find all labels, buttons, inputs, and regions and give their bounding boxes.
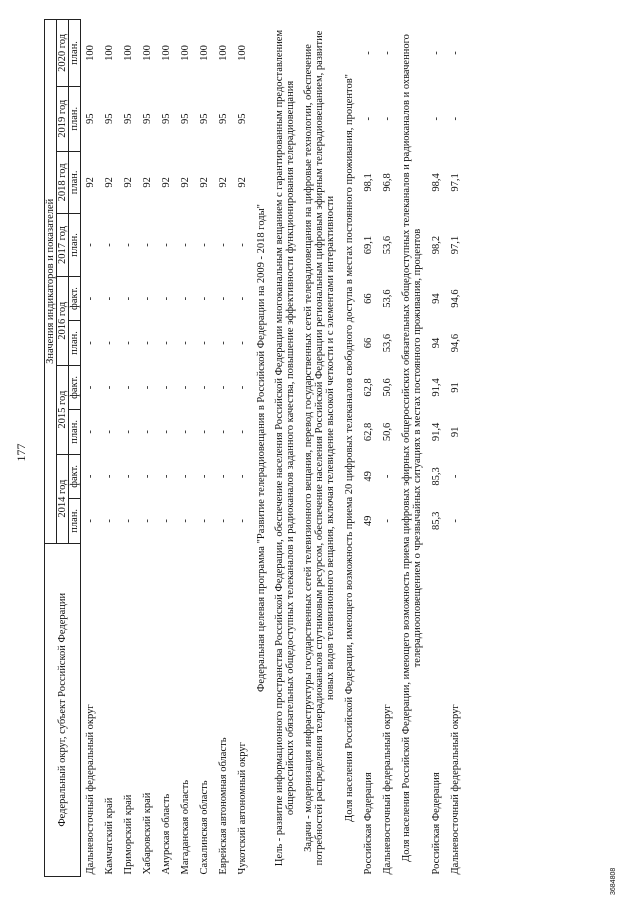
table-row — [214, 20, 233, 877]
value-cell: - — [431, 51, 442, 55]
value-cell: - — [218, 243, 229, 247]
value-cell: - — [237, 430, 248, 434]
value-cell: 100 — [237, 45, 248, 61]
value-cell: - — [142, 243, 153, 247]
value-cell: - — [123, 341, 134, 345]
value-cell: - — [123, 296, 134, 301]
value-cell: 100 — [142, 45, 153, 61]
fact-header: факт. — [69, 276, 81, 320]
value-cell: - — [180, 341, 191, 345]
value-cell: - — [142, 296, 153, 301]
table-row — [138, 20, 157, 877]
value-cell: 97,1 — [450, 173, 461, 192]
value-cell: - — [85, 385, 96, 390]
value-cell: 95 — [237, 113, 248, 124]
table-row — [157, 20, 176, 877]
value-cell: 69,1 — [363, 235, 374, 255]
value-cell: 91,4 — [431, 422, 442, 442]
value-cell: - — [218, 519, 229, 523]
plan-header: план. — [69, 410, 81, 454]
value-cell: - — [123, 474, 134, 479]
value-cell: - — [104, 474, 115, 479]
value-cell: - — [382, 51, 393, 55]
value-cell: 85,3 — [431, 467, 442, 486]
tasks-text-row — [300, 20, 340, 877]
value-cell: 98,2 — [431, 235, 442, 255]
region-name: Еврейская автономная область — [218, 737, 229, 875]
value-cell: 94,6 — [450, 333, 461, 353]
value-cell: 53,6 — [382, 333, 393, 353]
year-header: 2016 год — [57, 276, 69, 365]
fact-header: факт. — [69, 454, 81, 498]
value-cell: 53,6 — [382, 289, 393, 308]
value-cell: - — [142, 519, 153, 523]
value-cell: 98,4 — [431, 173, 442, 192]
region-name: Сахалинская область — [199, 780, 210, 875]
region-name: Дальневосточный федеральный округ — [382, 704, 393, 875]
table-row — [100, 20, 119, 877]
table-row — [195, 20, 214, 877]
value-cell: - — [199, 385, 210, 390]
year-header: 2019 год — [57, 86, 69, 151]
goal-text: Цель - развитие информационного пространства Российской Федерации, обеспечение населения Российской Федерации многоканальным вещанием с гарантированным предоставлением общероссийских обязательных общедоступных телеканалов и радиоканалов заданного качества, повышение эффективности функционирования телерадиовещания — [274, 29, 296, 867]
tasks-text: Задачи - модернизация инфраструктуры государственных сетей телевизионного вещания, перевод государственных сетей телерадиовещания на цифровые технологии, обеспечение потребностей распределения телерадиоканалов спутниковым ресурсом, обеспечение населения Российской Федерации региональным цифровым эфирным телерадиовещанием, развитие новых видов телевизионного вещания, включая телевидение высокой четкости и с элементами интерактивности — [303, 30, 336, 866]
plan-header: план. — [69, 214, 81, 277]
value-cell: 97,1 — [450, 235, 461, 255]
region-column-header: Федеральный округ, субъект Российской Федерации — [45, 543, 81, 876]
value-cell: 95 — [161, 113, 172, 124]
region-name: Приморский край — [123, 794, 134, 875]
plan-header: план. — [69, 499, 81, 543]
value-cell: 66 — [363, 337, 374, 349]
value-cell: - — [450, 519, 461, 523]
indicator-title-2-row — [397, 20, 427, 877]
year-header: 2018 год — [57, 151, 69, 214]
indicators-table — [44, 19, 465, 877]
value-cell: 100 — [123, 45, 134, 61]
table-row — [81, 20, 101, 877]
value-cell: - — [218, 296, 229, 301]
value-cell: - — [123, 243, 134, 247]
value-cell: 92 — [104, 177, 115, 188]
value-cell: 85,3 — [431, 511, 442, 531]
value-cell: 91,4 — [431, 378, 442, 397]
goal-text-row — [271, 20, 300, 877]
value-cell: - — [237, 341, 248, 345]
value-cell: 100 — [104, 45, 115, 61]
value-cell: - — [104, 385, 115, 390]
value-cell: 95 — [199, 113, 210, 124]
indicators-group-header: Значения индикаторов и показателей — [45, 20, 57, 544]
value-cell: - — [382, 474, 393, 479]
value-cell: - — [199, 430, 210, 434]
table-row — [446, 20, 465, 877]
value-cell: 49 — [363, 515, 374, 527]
value-cell: - — [237, 296, 248, 301]
value-cell: - — [161, 385, 172, 390]
value-cell: - — [85, 519, 96, 523]
value-cell: 92 — [180, 177, 191, 188]
value-cell: 92 — [142, 177, 153, 188]
value-cell: - — [142, 385, 153, 390]
value-cell: 95 — [180, 113, 191, 124]
year-header: 2020 год — [57, 20, 69, 87]
region-name: Магаданская область — [180, 779, 191, 875]
value-cell: - — [218, 385, 229, 390]
value-cell: - — [199, 296, 210, 301]
value-cell: - — [180, 243, 191, 247]
value-cell: 98,1 — [363, 173, 374, 192]
year-header: 2017 год — [57, 214, 69, 277]
value-cell: - — [85, 430, 96, 434]
value-cell: 100 — [199, 45, 210, 61]
year-header: 2015 год — [57, 365, 69, 454]
value-cell: 95 — [142, 113, 153, 124]
value-cell: - — [180, 430, 191, 434]
value-cell: - — [237, 519, 248, 523]
value-cell: - — [161, 430, 172, 434]
value-cell: - — [161, 296, 172, 301]
value-cell: - — [382, 116, 393, 121]
value-cell: - — [161, 474, 172, 479]
value-cell: - — [363, 116, 374, 121]
value-cell: - — [104, 341, 115, 345]
value-cell: 100 — [85, 45, 96, 61]
value-cell: 95 — [218, 113, 229, 124]
program-title-row — [252, 20, 271, 877]
value-cell: - — [218, 341, 229, 345]
value-cell: - — [161, 519, 172, 523]
value-cell: 95 — [85, 113, 96, 124]
indicator-title-1: Доля населения Российской Федерации, имеющего возможность приема 20 цифровых телеканалов свободного доступа в местах постоянного проживания, процентов" — [344, 74, 355, 822]
value-cell: - — [142, 341, 153, 345]
table-row — [378, 20, 397, 877]
indicator-title-2: Доля населения Российской Федерации, имеющего возможность приема цифровых эфирных общероссийских обязательных общедоступных телеканалов и радиоканалов и охваченного телерадиооповещением о чрезвычайных ситуациях в местах постоянного проживания, процентов — [401, 34, 423, 862]
page-number: 177 — [14, 443, 28, 462]
value-cell: - — [180, 296, 191, 301]
value-cell: 49 — [363, 471, 374, 482]
value-cell: - — [237, 385, 248, 390]
value-cell: - — [450, 474, 461, 479]
value-cell: - — [142, 474, 153, 479]
region-name: Российская Федерация — [363, 772, 374, 875]
table-row — [119, 20, 138, 877]
value-cell: - — [450, 116, 461, 121]
value-cell: 91 — [450, 382, 461, 393]
value-cell: - — [104, 243, 115, 247]
plan-header: план. — [69, 86, 81, 151]
value-cell: - — [382, 519, 393, 523]
value-cell: - — [199, 474, 210, 479]
region-name: Камчатский край — [104, 797, 115, 875]
value-cell: 95 — [123, 113, 134, 124]
value-cell: 100 — [161, 45, 172, 61]
value-cell: 92 — [199, 177, 210, 188]
region-name: Российская Федерация — [431, 772, 442, 875]
table-row — [233, 20, 252, 877]
value-cell: - — [161, 341, 172, 345]
value-cell: - — [199, 243, 210, 247]
value-cell: - — [104, 430, 115, 434]
value-cell: - — [123, 385, 134, 390]
value-cell: - — [450, 51, 461, 55]
value-cell: - — [85, 341, 96, 345]
region-name: Амурская область — [161, 793, 172, 875]
plan-header: план. — [69, 151, 81, 214]
value-cell: - — [180, 519, 191, 523]
region-name: Чукотский автономный округ — [237, 742, 248, 875]
value-cell: 91 — [450, 426, 461, 438]
value-cell: - — [199, 341, 210, 345]
value-cell: - — [180, 385, 191, 390]
value-cell: - — [237, 243, 248, 247]
value-cell: 92 — [161, 177, 172, 188]
value-cell: - — [431, 116, 442, 121]
value-cell: 92 — [85, 177, 96, 188]
value-cell: 50,6 — [382, 422, 393, 442]
region-name: Хабаровский край — [142, 792, 153, 875]
value-cell: 92 — [218, 177, 229, 188]
table-row — [176, 20, 195, 877]
value-cell: 62,8 — [363, 378, 374, 397]
value-cell: - — [218, 474, 229, 479]
value-cell: 94 — [431, 337, 442, 349]
region-name: Дальневосточный федеральный округ — [450, 704, 461, 875]
value-cell: 94,6 — [450, 289, 461, 308]
value-cell: 62,8 — [363, 422, 374, 442]
value-cell: 53,6 — [382, 235, 393, 255]
table-row — [359, 20, 378, 877]
value-cell: 66 — [363, 293, 374, 304]
value-cell: - — [218, 430, 229, 434]
value-cell: - — [85, 474, 96, 479]
value-cell: 96,8 — [382, 173, 393, 192]
value-cell: 100 — [180, 45, 191, 61]
value-cell: - — [180, 474, 191, 479]
value-cell: 100 — [218, 45, 229, 61]
value-cell: - — [85, 296, 96, 301]
value-cell: 50,6 — [382, 378, 393, 397]
value-cell: - — [237, 474, 248, 479]
region-name: Дальневосточный федеральный округ — [85, 704, 96, 875]
value-cell: - — [104, 519, 115, 523]
program-title: Федеральная целевая программа "Развитие телерадиовещания в Российской Федерации на 2009 - 2018 годы" — [256, 204, 267, 692]
plan-header: план. — [69, 20, 81, 87]
table-body — [81, 20, 466, 877]
value-cell: 95 — [104, 113, 115, 124]
value-cell: 92 — [237, 177, 248, 188]
value-cell: - — [104, 296, 115, 301]
value-cell: - — [199, 519, 210, 523]
indicator-title-1-row — [340, 20, 359, 877]
value-cell: 92 — [123, 177, 134, 188]
value-cell: - — [161, 243, 172, 247]
year-header: 2014 год — [57, 454, 69, 543]
value-cell: 94 — [431, 293, 442, 304]
value-cell: - — [142, 430, 153, 434]
fact-header: факт. — [69, 365, 81, 409]
plan-header: план. — [69, 321, 81, 365]
scan-code: 3684808 — [610, 867, 617, 895]
value-cell: - — [85, 243, 96, 247]
value-cell: - — [123, 519, 134, 523]
table-row — [427, 20, 446, 877]
value-cell: - — [363, 51, 374, 55]
value-cell: - — [123, 430, 134, 434]
